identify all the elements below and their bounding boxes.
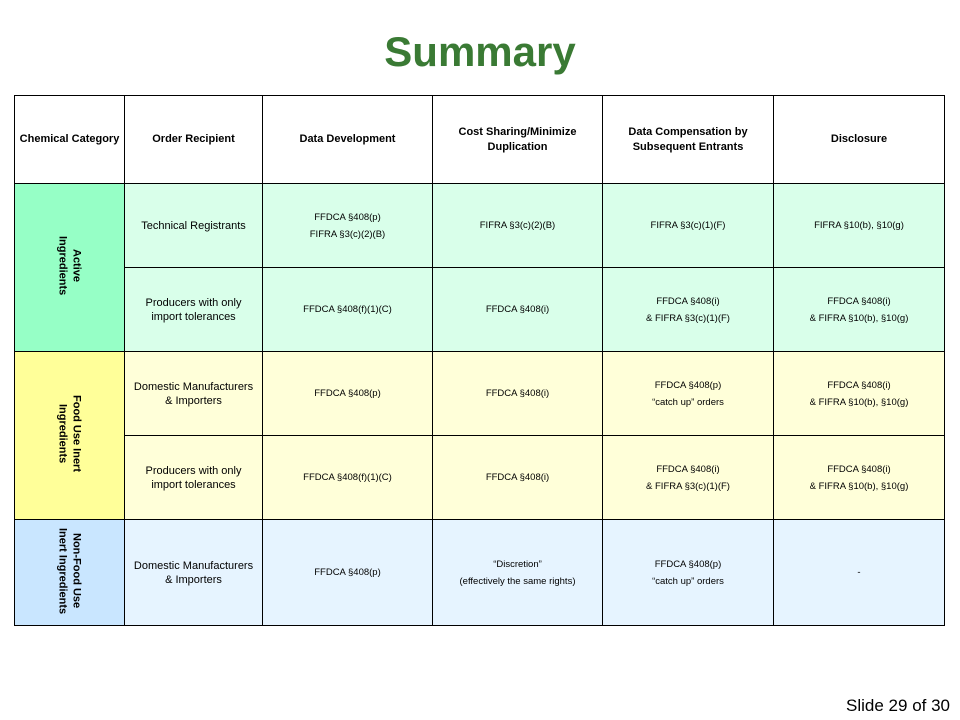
data-development-cell: FFDCA §408(p) <box>263 520 433 626</box>
header-row <box>15 96 945 184</box>
cost-sharing-cell: FIFRA §3(c)(2)(B) <box>433 184 603 268</box>
header-data-development: Data Development <box>263 96 433 184</box>
data-compensation-cell: FFDCA §408(p) “catch up” orders <box>603 520 774 626</box>
data-development-cell: FFDCA §408(f)(1)(C) <box>263 436 433 520</box>
data-development-cell: FFDCA §408(p) <box>263 352 433 436</box>
order-recipient-cell: Producers with only import tolerances <box>125 268 263 352</box>
cost-sharing-cell: “Discretion” (effectively the same rights) <box>433 520 603 626</box>
category-active-ingredients <box>15 184 125 352</box>
disclosure-cell: FFDCA §408(i) & FIFRA §10(b), §10(g) <box>774 268 945 352</box>
disclosure-cell: FFDCA §408(i) & FIFRA §10(b), §10(g) <box>774 352 945 436</box>
data-compensation-cell: FFDCA §408(i) & FIFRA §3(c)(1)(F) <box>603 268 774 352</box>
table-row <box>15 184 945 268</box>
slide-number: Slide 29 of 30 <box>846 696 950 715</box>
header-order-recipient: Order Recipient <box>125 96 263 184</box>
order-recipient-cell: Domestic Manufacturers & Importers <box>125 520 263 626</box>
order-recipient-cell: Domestic Manufacturers & Importers <box>125 352 263 436</box>
data-development-cell: FFDCA §408(p) FIFRA §3(c)(2)(B) <box>263 184 433 268</box>
header-cost-sharing: Cost Sharing/Minimize Duplication <box>433 96 603 184</box>
cost-sharing-cell: FFDCA §408(i) <box>433 268 603 352</box>
table-row <box>15 352 945 436</box>
table-row <box>15 520 945 626</box>
cost-sharing-cell: FFDCA §408(i) <box>433 352 603 436</box>
table-row <box>15 268 945 352</box>
disclosure-cell: FIFRA §10(b), §10(g) <box>774 184 945 268</box>
category-label: Non-Food Use Inert Ingredients <box>56 527 83 615</box>
category-non-food-use-inert <box>15 520 125 626</box>
category-label: Food Use Inert Ingredients <box>56 395 83 473</box>
header-data-compensation: Data Compensation by Subsequent Entrants <box>603 96 774 184</box>
category-food-use-inert <box>15 352 125 520</box>
data-compensation-cell: FFDCA §408(p) “catch up” orders <box>603 352 774 436</box>
cost-sharing-cell: FFDCA §408(i) <box>433 436 603 520</box>
header-disclosure: Disclosure <box>774 96 945 184</box>
data-compensation-cell: FFDCA §408(i) & FIFRA §3(c)(1)(F) <box>603 436 774 520</box>
data-development-cell: FFDCA §408(f)(1)(C) <box>263 268 433 352</box>
header-chemical-category: Chemical Category <box>15 96 125 184</box>
table-row <box>15 436 945 520</box>
category-label: Active Ingredients <box>56 236 83 296</box>
order-recipient-cell: Technical Registrants <box>125 184 263 268</box>
order-recipient-cell: Producers with only import tolerances <box>125 436 263 520</box>
disclosure-cell: - <box>774 520 945 626</box>
summary-table <box>14 95 945 626</box>
data-compensation-cell: FIFRA §3(c)(1)(F) <box>603 184 774 268</box>
slide-title: Summary <box>384 28 576 75</box>
disclosure-cell: FFDCA §408(i) & FIFRA §10(b), §10(g) <box>774 436 945 520</box>
